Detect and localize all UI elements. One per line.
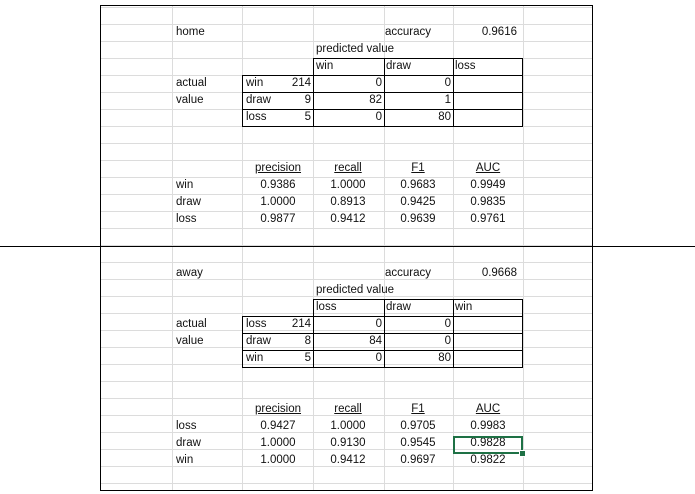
home-metric-value[interactable]: 0.9386	[260, 179, 296, 191]
home-actual-row-label[interactable]: loss	[246, 111, 267, 123]
away-metric-value[interactable]: 0.9822	[470, 454, 506, 466]
home-matrix-border	[313, 58, 314, 127]
home-matrix-border	[242, 75, 522, 76]
home-metric-value[interactable]: 0.9425	[400, 196, 436, 208]
away-matrix-border	[522, 299, 523, 368]
home-metric-value[interactable]: 0.9835	[470, 196, 506, 208]
home-metric-header[interactable]: AUC	[475, 162, 501, 174]
away-metric-row-label[interactable]: win	[176, 454, 194, 466]
home-section-label[interactable]: home	[176, 26, 205, 38]
away-matrix-border	[313, 299, 314, 368]
active-cell-selection[interactable]	[453, 436, 523, 454]
home-metric-value[interactable]: 0.9639	[400, 213, 436, 225]
away-matrix-cell[interactable]: 214	[291, 318, 311, 330]
home-matrix-cell[interactable]: 9	[304, 94, 311, 106]
away-predicted-col-header[interactable]: draw	[386, 301, 411, 313]
away-predicted-value-label[interactable]: predicted value	[316, 284, 394, 296]
grid-row-line	[100, 279, 593, 280]
grid-row-line	[100, 398, 593, 399]
away-actual-row-label[interactable]: loss	[246, 318, 267, 330]
home-matrix-border	[242, 92, 522, 93]
away-matrix-cell[interactable]: 8	[304, 335, 311, 347]
home-actual-row-label[interactable]: draw	[246, 94, 271, 106]
home-matrix-border	[242, 109, 522, 110]
away-matrix-cell[interactable]: 0	[444, 318, 451, 330]
away-matrix-border	[453, 299, 454, 368]
outer-border-top	[100, 5, 593, 6]
away-accuracy-label[interactable]: accuracy	[385, 267, 432, 279]
home-matrix-border	[453, 58, 454, 127]
away-metric-value[interactable]: 0.9427	[260, 420, 296, 432]
away-matrix-border	[242, 350, 522, 351]
away-metric-header[interactable]: precision	[254, 403, 302, 415]
home-metric-value[interactable]: 0.9683	[400, 179, 436, 191]
outer-border-bottom	[100, 490, 593, 491]
away-metric-value[interactable]: 1.0000	[260, 454, 296, 466]
away-matrix-cell[interactable]: 5	[304, 352, 311, 364]
away-metric-value[interactable]: 1.0000	[260, 437, 296, 449]
home-metric-value[interactable]: 0.9761	[470, 213, 506, 225]
grid-row-line	[100, 381, 593, 382]
away-actual-label[interactable]: actual	[176, 318, 207, 330]
away-section-label[interactable]: away	[176, 267, 203, 279]
away-metric-header[interactable]: recall	[334, 403, 362, 415]
home-metric-row-label[interactable]: loss	[176, 213, 197, 225]
home-metric-header[interactable]: precision	[254, 162, 302, 174]
grid-row-line	[100, 262, 593, 263]
away-metric-value[interactable]: 0.9983	[470, 420, 506, 432]
home-metric-row-label[interactable]: win	[176, 179, 194, 191]
home-matrix-cell[interactable]: 5	[304, 111, 311, 123]
fill-handle[interactable]	[519, 450, 526, 457]
home-metric-value[interactable]: 1.0000	[330, 179, 366, 191]
away-metric-value[interactable]: 0.9412	[330, 454, 366, 466]
grid-row-line	[100, 228, 593, 229]
grid-row-line	[100, 24, 593, 25]
home-accuracy-label[interactable]: accuracy	[385, 26, 432, 38]
away-actual-row-label[interactable]: draw	[246, 335, 271, 347]
home-metric-value[interactable]: 0.9877	[260, 213, 296, 225]
home-actual-label[interactable]: actual	[176, 77, 207, 89]
away-metric-row-label[interactable]: loss	[176, 420, 197, 432]
away-metric-value[interactable]: 0.9697	[400, 454, 436, 466]
section-separator	[0, 246, 695, 247]
home-value-label[interactable]: value	[176, 94, 204, 106]
away-matrix-border	[384, 299, 385, 368]
away-metric-header[interactable]: F1	[411, 403, 425, 415]
home-matrix-cell[interactable]: 0	[375, 77, 382, 89]
away-metric-value[interactable]: 0.9130	[330, 437, 366, 449]
away-accuracy-value[interactable]: 0.9668	[481, 267, 517, 279]
home-metric-header[interactable]: recall	[334, 162, 362, 174]
grid-row-line	[100, 7, 593, 8]
away-metric-header[interactable]: AUC	[475, 403, 501, 415]
home-metric-value[interactable]: 0.8913	[330, 196, 366, 208]
grid-row-line	[100, 483, 593, 484]
home-metric-value[interactable]: 1.0000	[260, 196, 296, 208]
away-metric-value[interactable]: 1.0000	[330, 420, 366, 432]
home-actual-row-label[interactable]: win	[246, 77, 264, 89]
home-matrix-border	[242, 126, 522, 127]
outer-border-right	[592, 5, 593, 491]
away-matrix-cell[interactable]: 0	[444, 335, 451, 347]
away-matrix-border	[242, 316, 243, 368]
home-matrix-cell[interactable]: 0	[375, 111, 382, 123]
away-matrix-border	[242, 367, 522, 368]
away-metric-value[interactable]: 0.9545	[400, 437, 436, 449]
grid-col-line	[523, 5, 524, 491]
grid-row-line	[100, 143, 593, 144]
away-value-label[interactable]: value	[176, 335, 204, 347]
home-matrix-cell[interactable]: 1	[444, 94, 451, 106]
away-metric-value[interactable]: 0.9828	[470, 437, 506, 449]
home-matrix-cell[interactable]: 214	[291, 77, 311, 89]
home-metric-value[interactable]: 0.9412	[330, 213, 366, 225]
home-predicted-col-header[interactable]: draw	[386, 60, 411, 72]
home-matrix-border	[522, 58, 523, 127]
home-metric-header[interactable]: F1	[411, 162, 425, 174]
home-matrix-cell[interactable]: 82	[369, 94, 382, 106]
home-predicted-col-header[interactable]: loss	[455, 60, 476, 72]
away-predicted-col-header[interactable]: loss	[316, 301, 337, 313]
away-matrix-border	[242, 333, 522, 334]
away-metric-row-label[interactable]: draw	[176, 437, 201, 449]
home-matrix-cell[interactable]: 0	[444, 77, 451, 89]
grid-col-line	[172, 5, 173, 491]
home-matrix-cell[interactable]: 80	[438, 111, 451, 123]
home-metric-value[interactable]: 0.9949	[470, 179, 506, 191]
home-predicted-col-header[interactable]: win	[316, 60, 334, 72]
away-actual-row-label[interactable]: win	[246, 352, 264, 364]
home-matrix-border	[313, 58, 522, 59]
home-matrix-border	[384, 58, 385, 127]
away-matrix-cell[interactable]: 0	[375, 318, 382, 330]
away-matrix-border	[313, 299, 522, 300]
away-matrix-border	[242, 316, 522, 317]
away-metric-value[interactable]: 0.9705	[400, 420, 436, 432]
home-matrix-border	[242, 75, 243, 127]
away-matrix-cell[interactable]: 0	[375, 352, 382, 364]
away-predicted-col-header[interactable]: win	[455, 301, 473, 313]
home-metric-row-label[interactable]: draw	[176, 196, 201, 208]
away-matrix-cell[interactable]: 80	[438, 352, 451, 364]
home-accuracy-value[interactable]: 0.9616	[481, 26, 517, 38]
outer-border-left	[100, 5, 101, 491]
away-matrix-cell[interactable]: 84	[369, 335, 382, 347]
home-predicted-value-label[interactable]: predicted value	[316, 43, 394, 55]
